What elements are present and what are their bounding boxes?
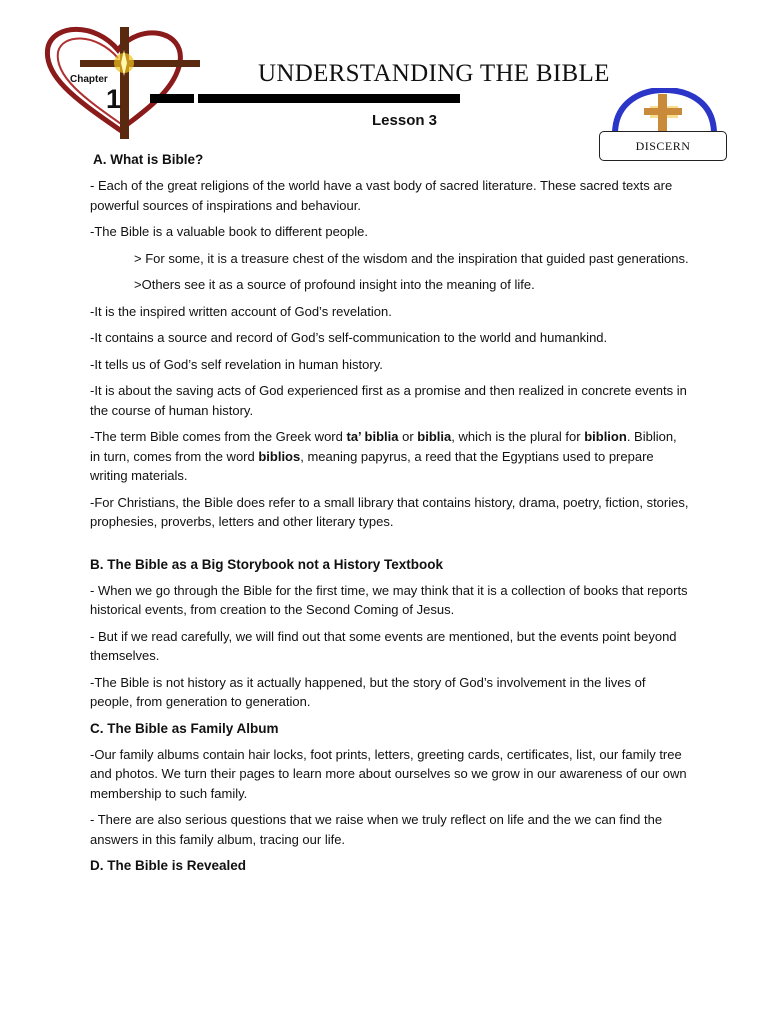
chapter-number: 1	[106, 84, 122, 114]
paragraph: -The Bible is not history as it actually happened, but the story of God’s involvement in the lives of people, from generation to generation.	[90, 674, 646, 709]
paragraph: -The Bible is a valuable book to different people.	[90, 224, 368, 239]
paragraph: -It is the inspired written account of God’s revelation.	[90, 303, 392, 319]
paragraph: >Others see it as a source of profound insight into the meaning of life.	[134, 277, 535, 292]
section-c-heading: C. The Bible as Family Album	[90, 720, 279, 736]
paragraph: > For some, it is a treasure chest of the wisdom and the inspiration that guided past generations.	[134, 250, 689, 266]
chapter-label: Chapter	[70, 74, 108, 85]
discern-badge: DISCERN	[599, 131, 727, 161]
paragraph: -For Christians, the Bible does refer to a small library that contains history, drama, poetry, fiction, stories, prophesies, proverbs, letters and other literary types.	[90, 494, 689, 529]
chapter-logo	[40, 22, 215, 142]
arch-cross-icon	[610, 88, 720, 136]
paragraph: - Each of the great religions of the world have a vast body of sacred literature. These sacred texts are powerful sources of inspirations and behaviour.	[90, 178, 673, 213]
paragraph: -It contains a source and record of God’s self-communication to the world and humankind.	[90, 330, 608, 345]
paragraph: - When we go through the Bible for the first time, we may think that it is a collection of books that reports historical events, from creation to the Second Coming of Jesus.	[90, 582, 688, 617]
section-d-heading: D. The Bible is Revealed	[90, 858, 247, 873]
paragraph-term-bible: -The term Bible comes from the Greek word ta’ biblia or biblia, which is the plural for biblion. Biblion, in turn, comes from the word biblios, meaning papyrus, a reed that the Egyptians used to prepare writing materials.	[90, 429, 677, 483]
paragraph: -Our family albums contain hair locks, foot prints, letters, greeting cards, certificates, list, our family tree and photos. We turn their pages to learn more about ourselves so we grow in our awareness of our own membership to such family.	[90, 746, 687, 801]
heart-cross-icon	[40, 22, 215, 142]
paragraph: -It is about the saving acts of God experienced first as a promise and then realized in concrete events in the course of human history.	[90, 383, 687, 418]
paragraph: - There are also serious questions that we raise when we truly reflect on life and the we can find the answers in this family album, tracing our life.	[90, 812, 663, 847]
lesson-label: Lesson 3	[372, 112, 438, 129]
page-title: UNDERSTANDING THE BIBLE	[258, 60, 610, 87]
paragraph: -It tells us of God’s self revelation in human history.	[90, 356, 383, 372]
section-b-heading: B. The Bible as a Big Storybook not a History Textbook	[90, 556, 444, 572]
paragraph: - But if we read carefully, we will find out that some events are mentioned, but the events point beyond themselves.	[90, 628, 677, 663]
section-a-heading: A. What is Bible?	[93, 152, 204, 167]
lesson-content	[90, 150, 690, 882]
